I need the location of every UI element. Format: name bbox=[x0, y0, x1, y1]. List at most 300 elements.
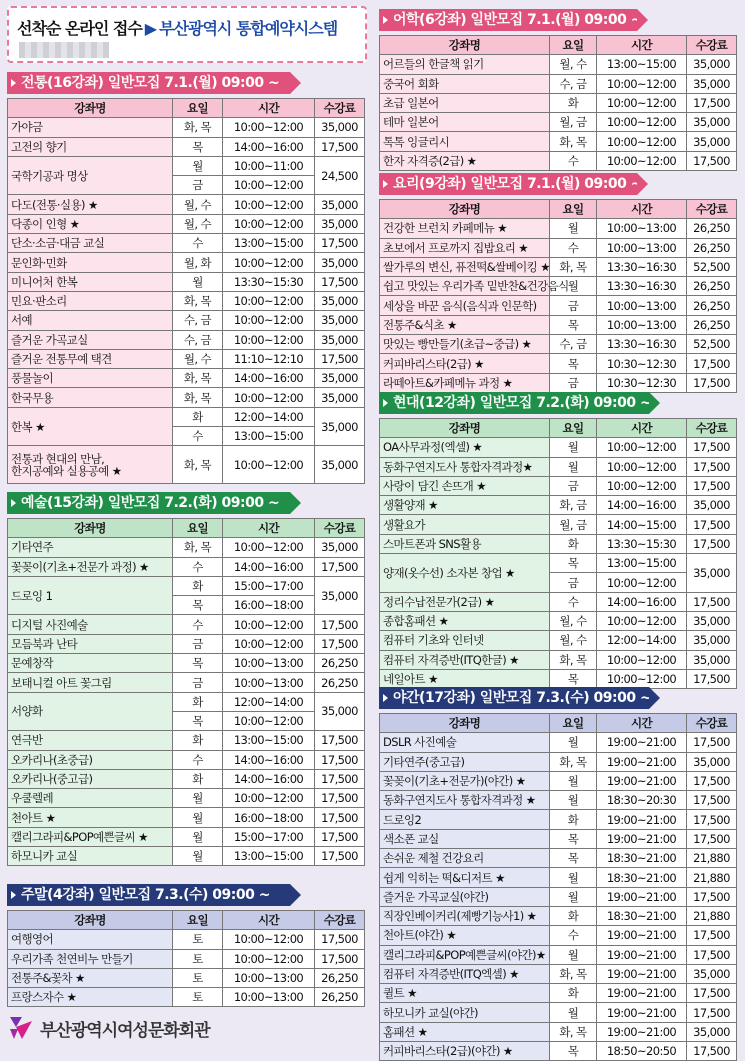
table-row bbox=[380, 1022, 737, 1041]
course-time: 10:00~12:00 bbox=[223, 538, 315, 557]
course-name: 고전의 향기 bbox=[8, 137, 173, 156]
course-time: 10:00~13:00 bbox=[597, 296, 687, 315]
table-row bbox=[8, 156, 365, 175]
course-name: 천아트(야간) ★ bbox=[380, 926, 550, 945]
course-fee: 21,880 bbox=[687, 849, 737, 868]
course-time: 10:00~12:00 bbox=[597, 113, 687, 132]
course-day: 수 bbox=[550, 238, 597, 257]
course-name: 손쉬운 제철 건강요리 bbox=[380, 849, 550, 868]
course-fee: 35,000 bbox=[315, 291, 365, 310]
course-fee: 17,500 bbox=[315, 750, 365, 769]
course-fee: 35,000 bbox=[315, 330, 365, 349]
course-name: 프랑스자수 ★ bbox=[8, 988, 173, 1007]
table-row bbox=[8, 654, 365, 673]
table-row bbox=[8, 692, 365, 711]
course-fee: 17,500 bbox=[315, 847, 365, 866]
course-fee: 17,500 bbox=[315, 827, 365, 846]
course-fee: 17,500 bbox=[687, 1042, 737, 1061]
course-time: 13:30~16:30 bbox=[597, 335, 687, 354]
triangle-bullet-icon bbox=[11, 79, 16, 87]
section-title: 주말(4강좌) 일반모집 7.3.(수) 09:00 ~ bbox=[21, 887, 270, 903]
course-day: 화, 목 bbox=[173, 538, 223, 557]
course-day: 화 bbox=[550, 810, 597, 829]
course-time: 10:00~12:00 bbox=[223, 949, 315, 968]
course-time: 10:00~12:00 bbox=[597, 650, 687, 669]
section-night bbox=[379, 687, 737, 1061]
table-row bbox=[380, 534, 737, 553]
course-fee: 17,500 bbox=[687, 534, 737, 553]
course-time: 19:00~21:00 bbox=[597, 887, 687, 906]
course-day: 월 bbox=[550, 868, 597, 887]
course-name: 즐거운 가곡교실 bbox=[8, 330, 173, 349]
course-name: 직장인베이커리(제빵기능사1) ★ bbox=[380, 906, 550, 925]
section-modern bbox=[379, 392, 737, 689]
course-name: DSLR 사진예술 bbox=[380, 733, 550, 752]
course-fee: 17,500 bbox=[687, 373, 737, 392]
table-row bbox=[380, 964, 737, 983]
course-day: 목 bbox=[550, 829, 597, 848]
course-name: 즐거운 전통무예 택견 bbox=[8, 349, 173, 368]
course-table bbox=[7, 98, 365, 484]
course-name: 민요·판소리 bbox=[8, 291, 173, 310]
course-day: 목 bbox=[550, 354, 597, 373]
table-row bbox=[8, 988, 365, 1007]
course-fee: 35,000 bbox=[315, 118, 365, 137]
course-time: 10:30~12:30 bbox=[597, 373, 687, 392]
course-name: 커피바리스타(2급)(야간) ★ bbox=[380, 1042, 550, 1061]
course-fee: 17,500 bbox=[687, 829, 737, 848]
table-row bbox=[380, 496, 737, 515]
table-row bbox=[8, 272, 365, 291]
course-day: 화 bbox=[173, 692, 223, 711]
course-time: 12:00~14:00 bbox=[597, 631, 687, 650]
course-day: 월 bbox=[550, 277, 597, 296]
course-name: 하모니카 교실 bbox=[8, 847, 173, 866]
course-time: 10:00~12:00 bbox=[223, 711, 315, 730]
col-fee: 수강료 bbox=[315, 911, 365, 930]
course-name: 드로잉 1 bbox=[8, 576, 173, 615]
course-day: 월, 수 bbox=[173, 214, 223, 233]
table-row bbox=[380, 1003, 737, 1022]
course-day: 월, 화 bbox=[173, 253, 223, 272]
course-time: 13:30~15:30 bbox=[597, 534, 687, 553]
course-time: 10:00~12:00 bbox=[223, 330, 315, 349]
course-fee: 17,500 bbox=[687, 354, 737, 373]
course-day: 화 bbox=[173, 731, 223, 750]
course-fee: 35,000 bbox=[687, 74, 737, 93]
table-row bbox=[8, 827, 365, 846]
course-day: 화, 목 bbox=[550, 650, 597, 669]
table-row bbox=[380, 650, 737, 669]
course-time: 18:30~21:00 bbox=[597, 849, 687, 868]
triangle-bullet-icon bbox=[383, 180, 388, 188]
table-row bbox=[380, 335, 737, 354]
course-time: 16:00~18:00 bbox=[223, 596, 315, 615]
course-time: 10:00~13:00 bbox=[223, 968, 315, 987]
course-time: 10:00~12:00 bbox=[223, 195, 315, 214]
course-name: 종합홈패션 ★ bbox=[380, 611, 550, 630]
table-row bbox=[8, 311, 365, 330]
course-fee: 17,500 bbox=[687, 887, 737, 906]
course-time: 10:00~13:00 bbox=[223, 988, 315, 1007]
course-fee: 26,250 bbox=[687, 219, 737, 238]
course-time: 13:00~15:00 bbox=[597, 554, 687, 573]
course-time: 10:00~12:00 bbox=[597, 476, 687, 495]
reservation-system-link[interactable]: 부산광역시 통합예약시스템 bbox=[159, 19, 338, 38]
col-fee: 수강료 bbox=[687, 419, 737, 438]
course-table bbox=[379, 35, 737, 171]
course-fee: 17,500 bbox=[315, 808, 365, 827]
course-fee: 17,500 bbox=[315, 930, 365, 949]
course-name: 테마 일본어 bbox=[380, 113, 550, 132]
course-time: 19:00~21:00 bbox=[597, 945, 687, 964]
course-time: 14:00~16:00 bbox=[223, 369, 315, 388]
table-row bbox=[8, 195, 365, 214]
col-day: 요일 bbox=[173, 519, 223, 538]
course-fee: 17,500 bbox=[315, 634, 365, 653]
table-row bbox=[380, 669, 737, 688]
triangle-bullet-icon bbox=[11, 499, 16, 507]
col-day: 요일 bbox=[173, 99, 223, 118]
course-table bbox=[7, 910, 365, 1007]
table-row bbox=[380, 829, 737, 848]
course-time: 10:00~12:00 bbox=[223, 118, 315, 137]
course-time: 10:00~12:00 bbox=[223, 789, 315, 808]
course-name: 오카리나(초중급) bbox=[8, 750, 173, 769]
course-day: 목 bbox=[173, 711, 223, 730]
course-fee: 35,000 bbox=[315, 407, 365, 446]
course-table bbox=[379, 713, 737, 1061]
course-day: 토 bbox=[173, 968, 223, 987]
table-row bbox=[8, 253, 365, 272]
table-row bbox=[380, 554, 737, 573]
table-row bbox=[380, 849, 737, 868]
course-fee: 17,500 bbox=[315, 789, 365, 808]
course-fee: 17,500 bbox=[315, 234, 365, 253]
table-row bbox=[380, 791, 737, 810]
course-fee: 17,500 bbox=[315, 949, 365, 968]
course-name: 하모니카 교실(야간) bbox=[380, 1003, 550, 1022]
section-traditional bbox=[7, 72, 365, 484]
course-name: 사랑이 담긴 손뜨개 ★ bbox=[380, 476, 550, 495]
course-table bbox=[379, 418, 737, 689]
table-row bbox=[380, 132, 737, 151]
course-time: 10:00~12:00 bbox=[597, 93, 687, 112]
table-row bbox=[8, 673, 365, 692]
course-day: 수 bbox=[550, 151, 597, 170]
course-name: 컴퓨터 자격증반(ITQ엑셀) ★ bbox=[380, 964, 550, 983]
course-fee: 21,880 bbox=[687, 906, 737, 925]
course-day: 금 bbox=[173, 176, 223, 195]
col-day: 요일 bbox=[550, 419, 597, 438]
course-name: 연극반 bbox=[8, 731, 173, 750]
registration-title bbox=[17, 16, 337, 39]
course-name: 생활요가 bbox=[380, 515, 550, 534]
table-row bbox=[8, 750, 365, 769]
course-day: 화 bbox=[173, 769, 223, 788]
course-day: 수 bbox=[173, 750, 223, 769]
triangle-bullet-icon bbox=[383, 694, 388, 702]
course-time: 13:00~15:00 bbox=[223, 427, 315, 446]
table-row bbox=[8, 634, 365, 653]
course-time: 10:00~11:00 bbox=[223, 156, 315, 175]
online-registration-label: 선착순 온라인 접수 bbox=[17, 19, 142, 38]
table-row bbox=[8, 118, 365, 137]
course-name: 쌀가루의 변신, 퓨전떡&쌀베이킹 ★ bbox=[380, 257, 550, 276]
course-fee: 17,500 bbox=[315, 769, 365, 788]
course-name: 톡톡 잉글리시 bbox=[380, 132, 550, 151]
table-row bbox=[380, 752, 737, 771]
triangle-bullet-icon bbox=[11, 891, 16, 899]
course-time: 13:30~15:30 bbox=[223, 272, 315, 291]
course-name: 우리가족 천연비누 만들기 bbox=[8, 949, 173, 968]
course-time: 19:00~21:00 bbox=[597, 926, 687, 945]
section-arts bbox=[7, 492, 365, 866]
table-row bbox=[8, 731, 365, 750]
course-name: 문인화·민화 bbox=[8, 253, 173, 272]
course-day: 화, 목 bbox=[550, 257, 597, 276]
table-row bbox=[380, 771, 737, 790]
course-day: 월 bbox=[173, 808, 223, 827]
course-name: 꽃꽂이(기초+전문가)(야간) ★ bbox=[380, 771, 550, 790]
course-time: 10:00~12:00 bbox=[223, 214, 315, 233]
course-day: 금 bbox=[550, 573, 597, 592]
course-day: 화, 목 bbox=[173, 369, 223, 388]
table-row bbox=[380, 887, 737, 906]
course-name: 컴퓨터 기초와 인터넷 bbox=[380, 631, 550, 650]
course-day: 토 bbox=[173, 930, 223, 949]
course-table bbox=[7, 518, 365, 866]
table-header-row bbox=[8, 519, 365, 538]
table-row bbox=[380, 55, 737, 74]
table-row bbox=[8, 949, 365, 968]
course-fee: 17,500 bbox=[687, 733, 737, 752]
course-time: 19:00~21:00 bbox=[597, 733, 687, 752]
course-day: 화 bbox=[173, 576, 223, 595]
table-header-row bbox=[380, 36, 737, 55]
course-fee: 35,000 bbox=[315, 446, 365, 484]
course-day: 수 bbox=[173, 234, 223, 253]
course-fee: 17,500 bbox=[687, 515, 737, 534]
course-fee: 17,500 bbox=[687, 984, 737, 1003]
course-time: 14:00~16:00 bbox=[597, 592, 687, 611]
section-banner bbox=[7, 492, 290, 514]
course-day: 화, 목 bbox=[173, 118, 223, 137]
course-day: 수, 금 bbox=[550, 74, 597, 93]
table-row bbox=[8, 369, 365, 388]
course-time: 19:00~21:00 bbox=[597, 1003, 687, 1022]
course-day: 수, 금 bbox=[550, 335, 597, 354]
table-header-row bbox=[380, 200, 737, 219]
course-day: 수, 금 bbox=[173, 311, 223, 330]
course-time: 16:00~18:00 bbox=[223, 808, 315, 827]
course-time: 15:00~17:00 bbox=[223, 827, 315, 846]
course-name: 초급 일본어 bbox=[380, 93, 550, 112]
course-name: 기타연주 bbox=[8, 538, 173, 557]
course-fee: 35,000 bbox=[315, 538, 365, 557]
course-time: 18:30~21:00 bbox=[597, 868, 687, 887]
course-time: 14:00~16:00 bbox=[223, 557, 315, 576]
course-day: 월 bbox=[173, 272, 223, 291]
course-day: 월 bbox=[550, 1003, 597, 1022]
course-fee: 35,000 bbox=[687, 964, 737, 983]
course-day: 월 bbox=[173, 156, 223, 175]
course-time: 10:00~12:00 bbox=[223, 930, 315, 949]
course-fee: 17,500 bbox=[687, 669, 737, 688]
section-title: 요리(9강좌) 일반모집 7.1.(월) 09:00 ~ bbox=[393, 176, 642, 192]
course-time: 19:00~21:00 bbox=[597, 771, 687, 790]
course-fee: 17,500 bbox=[687, 151, 737, 170]
triangle-bullet-icon bbox=[383, 16, 388, 24]
section-cooking bbox=[379, 173, 737, 393]
course-day: 금 bbox=[173, 634, 223, 653]
course-name: 초보에서 프로까지 집밥요리 ★ bbox=[380, 238, 550, 257]
table-row bbox=[380, 906, 737, 925]
course-time: 10:00~13:00 bbox=[597, 219, 687, 238]
course-day: 월 bbox=[550, 457, 597, 476]
course-time: 14:00~15:00 bbox=[597, 515, 687, 534]
course-name: 보태니컬 아트 꽃그림 bbox=[8, 673, 173, 692]
course-name: 맛있는 빵만들기(초급~중급) ★ bbox=[380, 335, 550, 354]
table-row bbox=[380, 631, 737, 650]
course-fee: 35,000 bbox=[687, 611, 737, 630]
table-row bbox=[380, 592, 737, 611]
course-fee: 17,500 bbox=[687, 93, 737, 112]
course-name bbox=[8, 446, 173, 484]
course-name: 정리수납전문가(2급) ★ bbox=[380, 592, 550, 611]
table-row bbox=[8, 407, 365, 426]
course-time: 18:30~21:00 bbox=[597, 906, 687, 925]
table-row bbox=[8, 789, 365, 808]
course-name: 여행영어 bbox=[8, 930, 173, 949]
table-row bbox=[8, 349, 365, 368]
table-row bbox=[8, 557, 365, 576]
course-name: 어르들의 한글책 읽기 bbox=[380, 55, 550, 74]
table-row bbox=[8, 330, 365, 349]
course-time: 12:00~14:00 bbox=[223, 692, 315, 711]
course-fee: 35,000 bbox=[315, 195, 365, 214]
course-fee: 21,880 bbox=[687, 868, 737, 887]
course-fee: 35,000 bbox=[315, 311, 365, 330]
table-row bbox=[8, 446, 365, 484]
course-fee: 35,000 bbox=[687, 113, 737, 132]
course-day: 수 bbox=[173, 557, 223, 576]
table-row bbox=[380, 868, 737, 887]
table-header-row bbox=[380, 419, 737, 438]
course-time: 14:00~16:00 bbox=[597, 496, 687, 515]
blurred-url bbox=[19, 42, 109, 58]
table-row bbox=[8, 388, 365, 407]
col-fee: 수강료 bbox=[315, 99, 365, 118]
table-row bbox=[380, 238, 737, 257]
col-time: 시간 bbox=[597, 419, 687, 438]
table-header-row bbox=[8, 911, 365, 930]
course-time: 13:30~16:30 bbox=[597, 257, 687, 276]
course-time: 10:00~12:00 bbox=[223, 634, 315, 653]
course-fee: 35,000 bbox=[315, 388, 365, 407]
course-time: 14:00~16:00 bbox=[223, 769, 315, 788]
course-day: 월 bbox=[550, 771, 597, 790]
course-time: 13:00~15:00 bbox=[223, 731, 315, 750]
course-day: 목 bbox=[173, 596, 223, 615]
course-day: 화 bbox=[173, 407, 223, 426]
course-time: 13:00~15:00 bbox=[223, 847, 315, 866]
course-name: 문예창작 bbox=[8, 654, 173, 673]
course-day: 금 bbox=[550, 476, 597, 495]
course-fee: 26,250 bbox=[687, 238, 737, 257]
course-day: 화, 목 bbox=[550, 964, 597, 983]
course-day: 월 bbox=[173, 847, 223, 866]
course-name: 꽃꽂이(기초+전문가 과정) ★ bbox=[8, 557, 173, 576]
col-fee: 수강료 bbox=[315, 519, 365, 538]
course-day: 월, 수 bbox=[550, 631, 597, 650]
course-fee: 17,500 bbox=[687, 457, 737, 476]
course-day: 월, 수 bbox=[550, 55, 597, 74]
table-row bbox=[8, 234, 365, 253]
course-name-line2: 한지공예와 실용공예 ★ bbox=[11, 463, 122, 478]
course-time: 10:00~12:00 bbox=[223, 253, 315, 272]
course-fee: 17,500 bbox=[315, 349, 365, 368]
section-banner bbox=[379, 687, 652, 709]
course-fee: 26,250 bbox=[687, 315, 737, 334]
course-fee: 17,500 bbox=[687, 926, 737, 945]
course-fee: 35,000 bbox=[687, 752, 737, 771]
course-time: 19:00~21:00 bbox=[597, 984, 687, 1003]
col-day: 요일 bbox=[550, 36, 597, 55]
course-name: 디지털 사진예술 bbox=[8, 615, 173, 634]
course-time: 10:00~13:00 bbox=[597, 315, 687, 334]
table-row bbox=[8, 968, 365, 987]
col-course-name: 강좌명 bbox=[380, 200, 550, 219]
col-day: 요일 bbox=[550, 714, 597, 733]
course-name: 한자 자격증(2급) ★ bbox=[380, 151, 550, 170]
course-day: 금 bbox=[173, 673, 223, 692]
col-fee: 수강료 bbox=[687, 200, 737, 219]
course-fee: 17,500 bbox=[687, 810, 737, 829]
course-name: 기타연주(중고급) bbox=[380, 752, 550, 771]
col-fee: 수강료 bbox=[687, 36, 737, 55]
course-name: 홈패션 ★ bbox=[380, 1022, 550, 1041]
course-name: 캘리그라피&POP예쁜글씨 ★ bbox=[8, 827, 173, 846]
course-time: 10:30~12:30 bbox=[597, 354, 687, 373]
course-fee: 24,500 bbox=[315, 156, 365, 195]
course-name: 전통주&식초 ★ bbox=[380, 315, 550, 334]
section-language bbox=[379, 9, 737, 171]
col-course-name: 강좌명 bbox=[8, 99, 173, 118]
course-day: 화, 목 bbox=[173, 291, 223, 310]
course-fee: 35,000 bbox=[687, 1022, 737, 1041]
course-day: 수 bbox=[173, 427, 223, 446]
col-day: 요일 bbox=[550, 200, 597, 219]
course-time: 18:50~20:50 bbox=[597, 1042, 687, 1061]
course-name: 건강한 브런치 카페메뉴 ★ bbox=[380, 219, 550, 238]
section-title: 어학(6강좌) 일반모집 7.1.(월) 09:00 ~ bbox=[393, 12, 642, 28]
table-row bbox=[380, 515, 737, 534]
course-fee: 17,500 bbox=[687, 592, 737, 611]
course-day: 목 bbox=[173, 137, 223, 156]
section-title: 예술(15강좌) 일반모집 7.2.(화) 09:00 ~ bbox=[21, 495, 280, 511]
org-logo-icon bbox=[8, 1015, 34, 1041]
course-name: 미니어처 한복 bbox=[8, 272, 173, 291]
course-time: 10:00~12:00 bbox=[597, 573, 687, 592]
course-name: 커피바리스타(2급) ★ bbox=[380, 354, 550, 373]
course-day: 수 bbox=[550, 592, 597, 611]
arrow-icon: ▶ bbox=[144, 19, 157, 38]
table-row bbox=[380, 926, 737, 945]
table-header-row bbox=[380, 714, 737, 733]
course-fee: 17,500 bbox=[687, 945, 737, 964]
course-day: 화, 금 bbox=[550, 496, 597, 515]
